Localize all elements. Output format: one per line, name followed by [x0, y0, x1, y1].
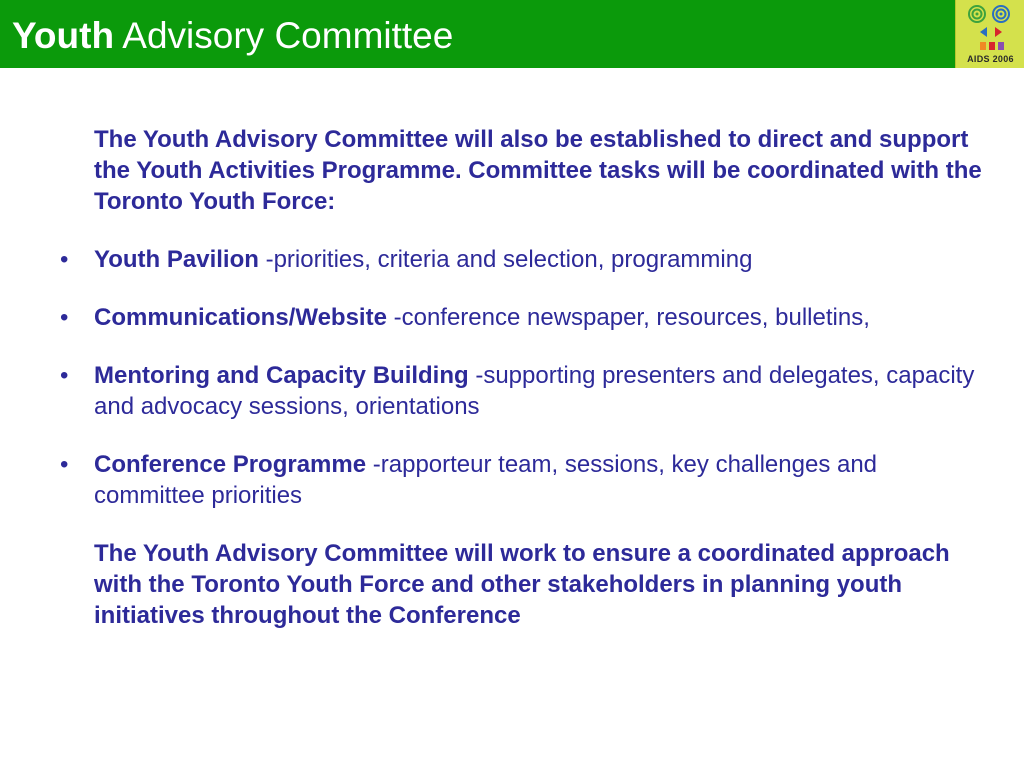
list-item: [60, 244, 984, 275]
red-figure-icon: [989, 42, 995, 50]
task-list: [60, 244, 984, 511]
list-item: [60, 302, 984, 333]
bullet-term: Youth Pavilion: [94, 246, 259, 273]
bullet-description: -priorities, criteria and selection, programming: [258, 246, 753, 273]
logo-text: AIDS 2006: [967, 54, 1014, 64]
slide-title: [12, 14, 453, 58]
bullet-description: -rapporteur team, sessions, key challenges and committee priorities: [94, 451, 878, 509]
right-arrow-icon: [995, 27, 1002, 37]
bullet-icon: •: [60, 362, 69, 389]
slide-body: [60, 124, 984, 631]
slide-title-rest: Advisory Committee: [114, 15, 454, 56]
intro-paragraph: The Youth Advisory Committee will also be established to direct and support the Youth Activities Programme. Committee tasks will be coordinated with the Toronto Youth Force:: [94, 126, 982, 215]
bullet-icon: •: [60, 451, 69, 478]
bullet-icon: •: [60, 246, 69, 273]
purple-figure-icon: [998, 42, 1004, 50]
slide-title-bold: Youth: [12, 15, 115, 56]
list-item: [60, 360, 984, 422]
bullet-icon: •: [60, 304, 69, 331]
bullet-description: -supporting presenters and delegates, capacity and advocacy sessions, orientations: [94, 362, 975, 420]
bullet-term: Conference Programme: [94, 451, 367, 478]
aids-2006-logo-icon: [956, 0, 1024, 56]
list-item: [60, 449, 984, 511]
orange-figure-icon: [980, 42, 986, 50]
closing-paragraph: The Youth Advisory Committee will work to ensure a coordinated approach with the Toronto Youth Force and other stakeholders in planning youth initiatives throughout the Conference: [94, 540, 950, 629]
aids-2006-logo: [955, 0, 1024, 68]
left-arrow-icon: [980, 27, 987, 37]
title-bar: [0, 0, 1024, 68]
bullet-description: -conference newspaper, resources, bulletins,: [386, 304, 870, 331]
bullet-term: Mentoring and Capacity Building: [94, 362, 469, 389]
green-spiral-icon: [969, 6, 985, 22]
blue-spiral-icon: [993, 6, 1009, 22]
bullet-term: Communications/Website: [94, 304, 387, 331]
